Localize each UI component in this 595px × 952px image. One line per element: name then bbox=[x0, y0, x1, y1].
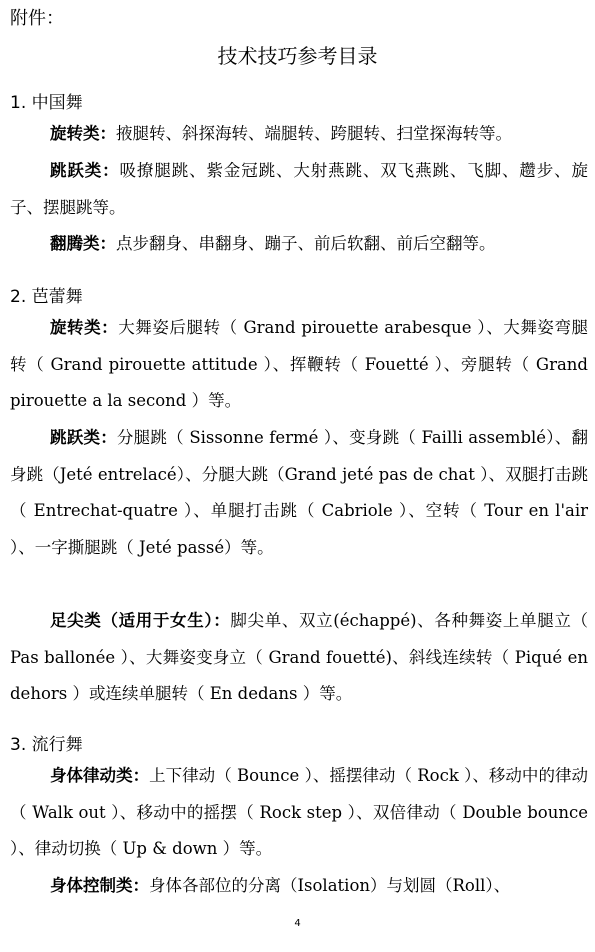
category-text: 身体各部位的分离（Isolation）与划圆（Roll）、 bbox=[149, 876, 511, 895]
page-title: 技术技巧参考目录 bbox=[217, 44, 378, 68]
category-label: 足尖类（适用于女生）： bbox=[50, 611, 231, 630]
category-label: 旋转类： bbox=[50, 124, 116, 143]
attachment-label: 附件： bbox=[10, 8, 64, 29]
category-label: 身体控制类： bbox=[50, 876, 149, 895]
section-heading-chinese-dance: 1. 中国舞 bbox=[10, 93, 83, 113]
paragraph-chinese-rotation bbox=[10, 116, 588, 153]
section-heading-popular-dance: 3. 流行舞 bbox=[10, 735, 83, 755]
category-label: 翻腾类： bbox=[50, 234, 116, 253]
paragraph-popular-groove bbox=[10, 758, 588, 868]
page-number: 4 bbox=[294, 918, 301, 929]
category-text: 大舞姿后腿转（ Grand pirouette arabesque ）、大舞姿弯腿转（ Grand pirouette attitude ）、挥鞭转（ Fouetté ）、旁腿转（ Grand pirouette a la second ）等。 bbox=[10, 318, 588, 410]
paragraph-ballet-pointe bbox=[10, 603, 588, 713]
category-text: 上下律动（ Bounce ）、摇摆律动（ Rock ）、移动中的律动（ Walk out ）、移动中的摇摆（ Rock step ）、双倍律动（ Double bounce ）、律动切换（ Up & down ）等。 bbox=[10, 766, 588, 858]
section-heading-ballet: 2. 芭蕾舞 bbox=[10, 287, 83, 307]
paragraph-ballet-jump bbox=[10, 420, 588, 566]
category-text: 点步翻身、串翻身、蹦子、前后软翻、前后空翻等。 bbox=[116, 234, 496, 253]
category-text: 分腿跳（ Sissonne fermé ）、变身跳（ Failli assemblé）、翻身跳（Jeté entrelacé）、分腿大跳（Grand jeté pas de chat ）、双腿打击跳（ Entrechat-quatre ）、单腿打击跳（ Cabriole ）、空转（ Tour en l'air ）、一字撕腿跳（ Jeté passé）等。 bbox=[10, 428, 588, 557]
paragraph-ballet-rotation bbox=[10, 310, 588, 420]
category-label: 跳跃类： bbox=[50, 161, 120, 180]
category-label: 身体律动类： bbox=[50, 766, 150, 785]
category-text: 掖腿转、斜探海转、端腿转、跨腿转、扫堂探海转等。 bbox=[116, 124, 512, 143]
category-label: 跳跃类： bbox=[50, 428, 117, 447]
category-label: 旋转类： bbox=[50, 318, 119, 337]
category-text: 吸撩腿跳、紫金冠跳、大射燕跳、双飞燕跳、飞脚、趱步、旋子、摆腿跳等。 bbox=[10, 161, 589, 217]
paragraph-chinese-jump bbox=[10, 153, 588, 226]
category-text: 脚尖单、双立(échappé)、各种舞姿上单腿立（ Pas ballonée ）、大舞姿变身立（ Grand fouetté)、斜线连续转（ Piqué en dehors ）或连续单腿转（ En dedans ）等。 bbox=[10, 611, 589, 703]
paragraph-chinese-tumble bbox=[10, 226, 588, 263]
paragraph-popular-control bbox=[10, 868, 588, 905]
